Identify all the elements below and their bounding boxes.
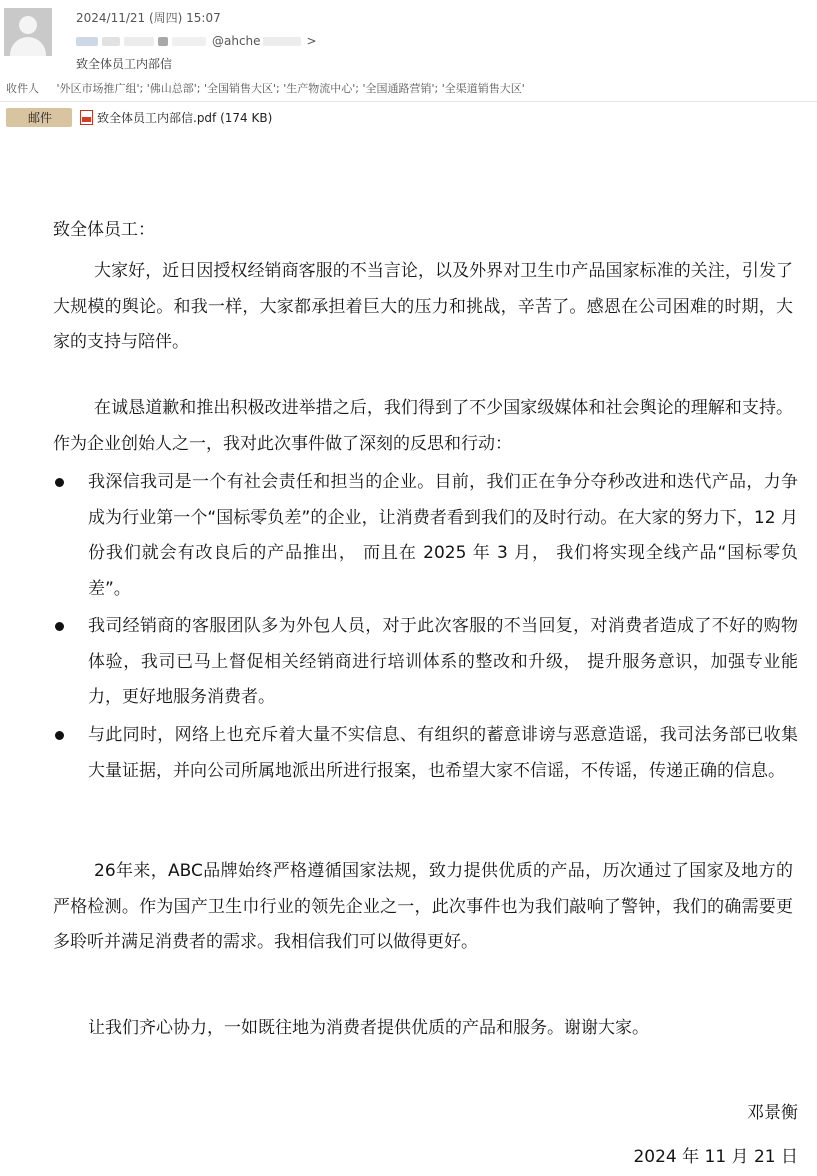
letter-paragraph-1 xyxy=(53,254,793,361)
pdf-file-icon xyxy=(80,110,93,125)
email-subject: 致全体员工内部信 xyxy=(76,57,173,71)
paragraph-text: 在诚恳道歉和推出积极改进举措之后，我们得到了不少国家级媒体和社会舆论的理解和支持。作为企业创始人之一，我对此次事件做了深刻的反思和行动： xyxy=(53,398,793,454)
recipients-list[interactable]: '外区市场推广组'; '佛山总部'; '全国销售大区'; '生产物流中心'; '全国通路营销'; '全渠道销售大区' xyxy=(56,82,525,95)
letter-paragraph-2 xyxy=(53,391,793,462)
avatar-shoulders xyxy=(10,37,46,56)
email-datetime: 2024/11/21 (周四) 15:07 xyxy=(76,11,221,25)
bullet-item-1 xyxy=(53,465,798,607)
recipients-row xyxy=(6,80,525,96)
paragraph-text: 26年来，ABC品牌始终严格遵循国家法规，致力提供优质的产品，历次通过了国家及地方的严格检测。作为国产卫生巾行业的领先企业之一，此次事件也为我们敲响了警钟，我们的确需要更多聆听并满足消费者的需求。我相信我们可以做得更好。 xyxy=(53,861,793,952)
redacted-block xyxy=(102,37,120,46)
redacted-block xyxy=(263,37,301,46)
bullet-text: 与此同时，网络上也充斥着大量不实信息、有组织的蓄意诽谤与恶意造谣，我司法务部已收集大量证据，并向公司所属地派出所进行报案，也希望大家不信谣，不传谣，传递正确的信息。 xyxy=(88,725,798,781)
letter-date: 2024 年 11 月 21 日 xyxy=(633,1147,798,1167)
bullet-dot xyxy=(55,478,64,487)
header-divider xyxy=(0,101,817,102)
email-header xyxy=(0,0,817,132)
letter-paragraph-3 xyxy=(53,854,793,961)
redacted-block xyxy=(158,37,168,46)
folder-label: 邮件 xyxy=(28,111,53,125)
letter-signature: 邓景衡 xyxy=(747,1103,798,1123)
attachment-item[interactable] xyxy=(80,108,272,127)
bullet-text: 我深信我司是一个有社会责任和担当的企业。目前，我们正在争分夺秒改进和迭代产品，力争成为行业第一个“国标零负差”的企业，让消费者看到我们的及时行动。在大家的努力下，12 月份我们就会有改良后的产品推出， 而且在 2025 年 3 月， 我们将实现全线产品“国标零负差”。 xyxy=(88,472,798,599)
bullet-item-3 xyxy=(53,718,798,789)
folder-chip[interactable] xyxy=(6,108,72,127)
bullet-dot xyxy=(55,622,64,631)
sender-domain: @ahche xyxy=(212,34,261,48)
sender-end: > xyxy=(306,34,317,48)
redacted-block xyxy=(76,37,98,46)
redacted-block xyxy=(172,37,206,46)
avatar-head xyxy=(19,16,37,34)
letter-greeting: 致全体员工： xyxy=(53,220,155,240)
attachment-name: 致全体员工内部信.pdf (174 KB) xyxy=(97,111,273,125)
bullet-text: 我司经销商的客服团队多为外包人员，对于此次客服的不当回复，对消费者造成了不好的购物体验，我司已马上督促相关经销商进行培训体系的整改和升级， 提升服务意识，加强专业能力，更好地服务消费者。 xyxy=(88,616,798,707)
letter-closing: 让我们齐心协力，一如既往地为消费者提供优质的产品和服务。谢谢大家。 xyxy=(88,1018,649,1038)
redacted-block xyxy=(124,37,154,46)
bullet-dot xyxy=(55,731,64,740)
sender-avatar[interactable] xyxy=(4,8,52,56)
sender-address[interactable] xyxy=(76,33,317,49)
paragraph-text: 大家好，近日因授权经销商客服的不当言论，以及外界对卫生巾产品国家标准的关注，引发了大规模的舆论。和我一样，大家都承担着巨大的压力和挑战，辛苦了。感恩在公司困难的时期，大家的支持与陪伴。 xyxy=(53,261,793,352)
recipients-label: 收件人 xyxy=(6,82,39,95)
bullet-item-2 xyxy=(53,609,798,716)
